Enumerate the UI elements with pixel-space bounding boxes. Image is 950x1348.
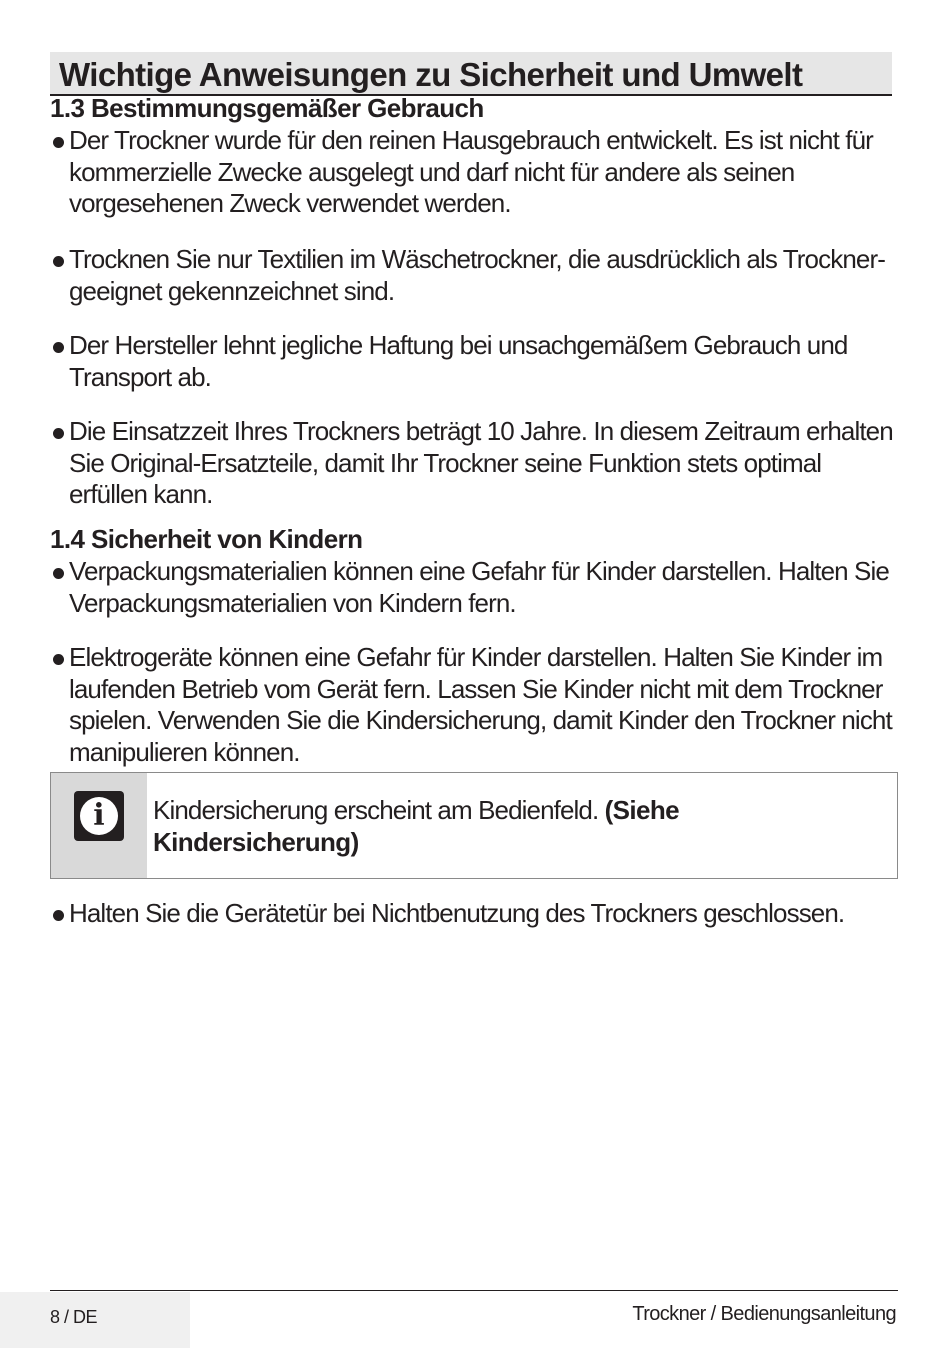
document-title: Trockner / Bedienungsanleitung — [632, 1303, 896, 1325]
page-number: 8 / DE — [50, 1307, 98, 1327]
list-item-text: Elektrogeräte können eine Gefahr für Kinder darstellen. Halten Sie Kinder im laufenden Betrieb vom Gerät fern. Lassen Sie Kinder nicht mit dem Trockner spielen. Verwenden Sie die Kindersicherung, damit Kinder den Trockner nicht manipulieren können. — [69, 642, 892, 767]
note-text-reference: (Siehe Kindersicherung) — [153, 795, 680, 857]
bullet-icon — [53, 137, 64, 148]
bullet-icon — [53, 342, 64, 353]
list-item — [50, 642, 900, 768]
list-item — [50, 898, 900, 930]
note-icon-column — [51, 773, 147, 878]
list-item — [50, 556, 900, 619]
bullet-icon — [53, 256, 64, 267]
section-heading-1-4: 1.4 Sicherheit von Kindern — [50, 524, 363, 554]
title-bar — [50, 52, 892, 96]
list-item — [50, 330, 900, 393]
list-item-text: Die Einsatzzeit Ihres Trockners beträgt 10 Jahre. In diesem Zeitraum erhalten Sie Original-Ersatzteile, damit Ihr Trockner seine Funktion stets optimal erfüllen kann. — [69, 416, 893, 509]
page-title: Wichtige Anweisungen zu Sicherheit und Umwelt — [59, 56, 803, 93]
list-item-text: Halten Sie die Gerätetür bei Nichtbenutzung des Trockners geschlossen. — [69, 898, 845, 928]
list-item-text: Der Trockner wurde für den reinen Hausgebrauch entwickelt. Es ist nicht für kommerzielle Zwecke ausgelegt und darf nicht für andere als seinen vorgesehenen Zweck verwendet werden. — [69, 125, 873, 218]
list-item-text: Trocknen Sie nur Textilien im Wäschetrockner, die ausdrücklich als Trockner-geeignet gekennzeichnet sind. — [69, 244, 885, 306]
bullet-icon — [53, 568, 64, 579]
bullet-icon — [53, 910, 64, 921]
section-heading-1-3: 1.3 Bestimmungsgemäßer Gebrauch — [50, 93, 484, 123]
note-text-regular: Kindersicherung erscheint am Bedienfeld. — [153, 795, 605, 825]
info-icon: i — [74, 791, 124, 841]
footer-divider — [50, 1290, 898, 1291]
bullet-icon — [53, 428, 64, 439]
list-item — [50, 125, 900, 220]
list-item — [50, 416, 900, 511]
bullet-icon — [53, 654, 64, 665]
note-text — [153, 795, 873, 858]
list-item — [50, 244, 900, 307]
info-note — [50, 772, 898, 879]
list-item-text: Der Hersteller lehnt jegliche Haftung bei unsachgemäßem Gebrauch und Transport ab. — [69, 330, 848, 392]
list-item-text: Verpackungsmaterialien können eine Gefahr für Kinder darstellen. Halten Sie Verpackungsmaterialien von Kindern fern. — [69, 556, 889, 618]
